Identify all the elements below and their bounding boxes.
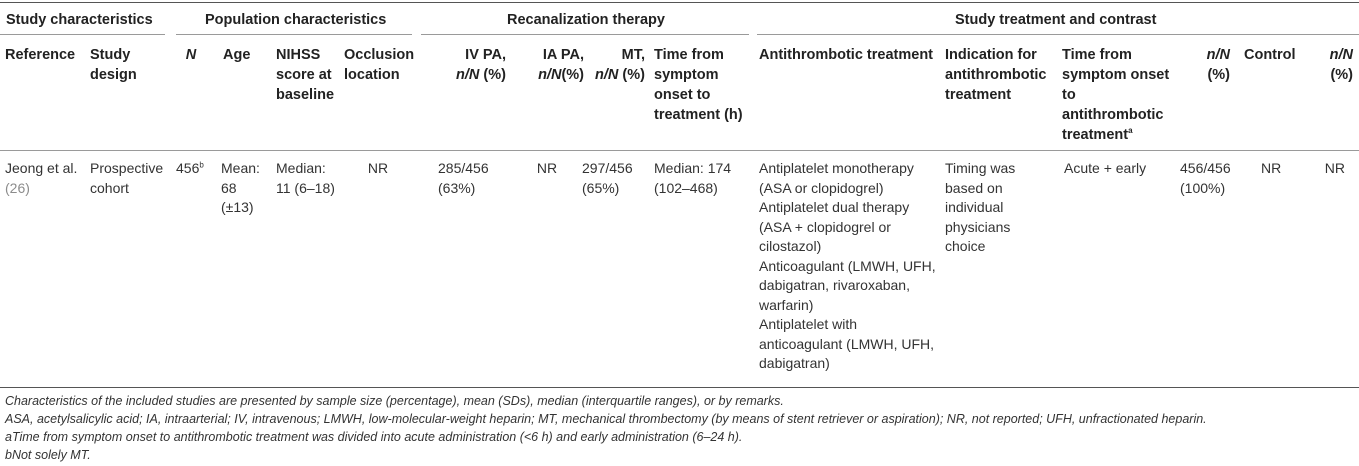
col-header-n-over-n-percent: n/N (%) [1206, 47, 1230, 83]
col-header-time-antithrombotic: Time from symptom onset to antithrombotic treatment$^a$ [1062, 47, 1170, 143]
top-rule [0, 2, 1359, 3]
group-underline-treatment [757, 34, 1359, 35]
cell-age: Mean: 68 (±13) [221, 160, 260, 215]
cell-reference: Jeong et al. (26) [5, 160, 78, 196]
footnote-b: bNot solely MT. [5, 448, 91, 462]
col-header-study-design: Study design [90, 47, 137, 83]
col-header-n: N [185, 47, 197, 63]
cell-mt: 297/456 (65%) [582, 160, 633, 196]
col-header-time-treatment: Time from symptom onset to treatment (h) [654, 47, 743, 123]
col-header-antithrombotic-treatment: Antithrombotic treatment [759, 47, 933, 63]
antithrombotic-item: Antiplatelet with anticoagulant (LMWH, UFH, dabigatran) [759, 316, 935, 371]
cell-occlusion-location: NR [367, 160, 389, 176]
footnote-abbreviations: ASA, acetylsalicylic acid; IA, intraarterial; IV, intravenous; LMWH, low-molecular-weight heparin; MT, mechanical thrombectomy (by means of stent retriever or aspiration); NR, not reported; UFH, unfractionated heparin. [5, 412, 1207, 426]
col-header-control-n-over-n: n/N (%) [1329, 47, 1353, 83]
col-header-iv-pa: IV PA, n/N (%) [456, 47, 506, 83]
col-header-ia-pa: IA PA, n/N(%) [538, 47, 584, 83]
cell-control-n-over-n: NR [1324, 160, 1345, 176]
cell-time-antithrombotic: Acute + early [1064, 160, 1147, 176]
col-header-occlusion-location: Occlusion location [344, 47, 415, 83]
cell-antithrombotic-treatment [759, 159, 939, 374]
antithrombotic-item: Antiplatelet dual therapy (ASA + clopidogrel or cilostazol) [759, 199, 910, 254]
group-study-characteristics: Study characteristics [6, 12, 153, 28]
reference-link[interactable]: (26) [5, 179, 30, 196]
cell-time-treatment: Median: 174 (102–468) [654, 160, 732, 196]
table-bottom-rule [0, 387, 1359, 388]
cell-iv-pa: 285/456 (63%) [438, 160, 489, 196]
cell-n-over-n: 456/456 (100%) [1180, 160, 1231, 196]
group-underline-population [176, 34, 412, 35]
group-recanalization-therapy: Recanalization therapy [507, 12, 665, 28]
cell-ia-pa: NR [536, 160, 558, 176]
group-underline-study [0, 34, 165, 35]
footnote-a: aTime from symptom onset to antithrombotic treatment was divided into acute administration (<6 h) and early administration (6–24 h). [5, 430, 743, 444]
cell-study-design: Prospective cohort [90, 160, 164, 196]
group-underline-recanalization [421, 34, 749, 35]
cell-indication: Timing was based on individual physicians choice [945, 160, 1016, 254]
header-bottom-rule [0, 150, 1359, 151]
col-header-control: Control [1244, 47, 1296, 63]
footnote-characteristics: Characteristics of the included studies are presented by sample size (percentage), mean (SDs), median (interquartile ranges), or by remarks. [5, 394, 784, 408]
antithrombotic-item: Antiplatelet monotherapy (ASA or clopidogrel) [759, 160, 914, 196]
col-header-indication: Indication for antithrombotic treatment [945, 47, 1047, 103]
col-header-reference: Reference [5, 47, 76, 63]
col-header-age: Age [223, 47, 251, 63]
group-study-treatment-contrast: Study treatment and contrast [955, 12, 1157, 28]
col-header-nihss: NIHSS score at baseline [276, 47, 335, 103]
antithrombotic-item: Anticoagulant (LMWH, UFH, dabigatran, rivaroxaban, warfarin) [759, 257, 936, 313]
group-population-characteristics: Population characteristics [205, 12, 387, 28]
cell-control: NR [1261, 160, 1282, 176]
cell-nihss: Median: 11 (6–18) [276, 160, 335, 196]
col-header-mt: MT, n/N (%) [595, 47, 645, 83]
cell-n: 456$^b$ [176, 160, 204, 176]
